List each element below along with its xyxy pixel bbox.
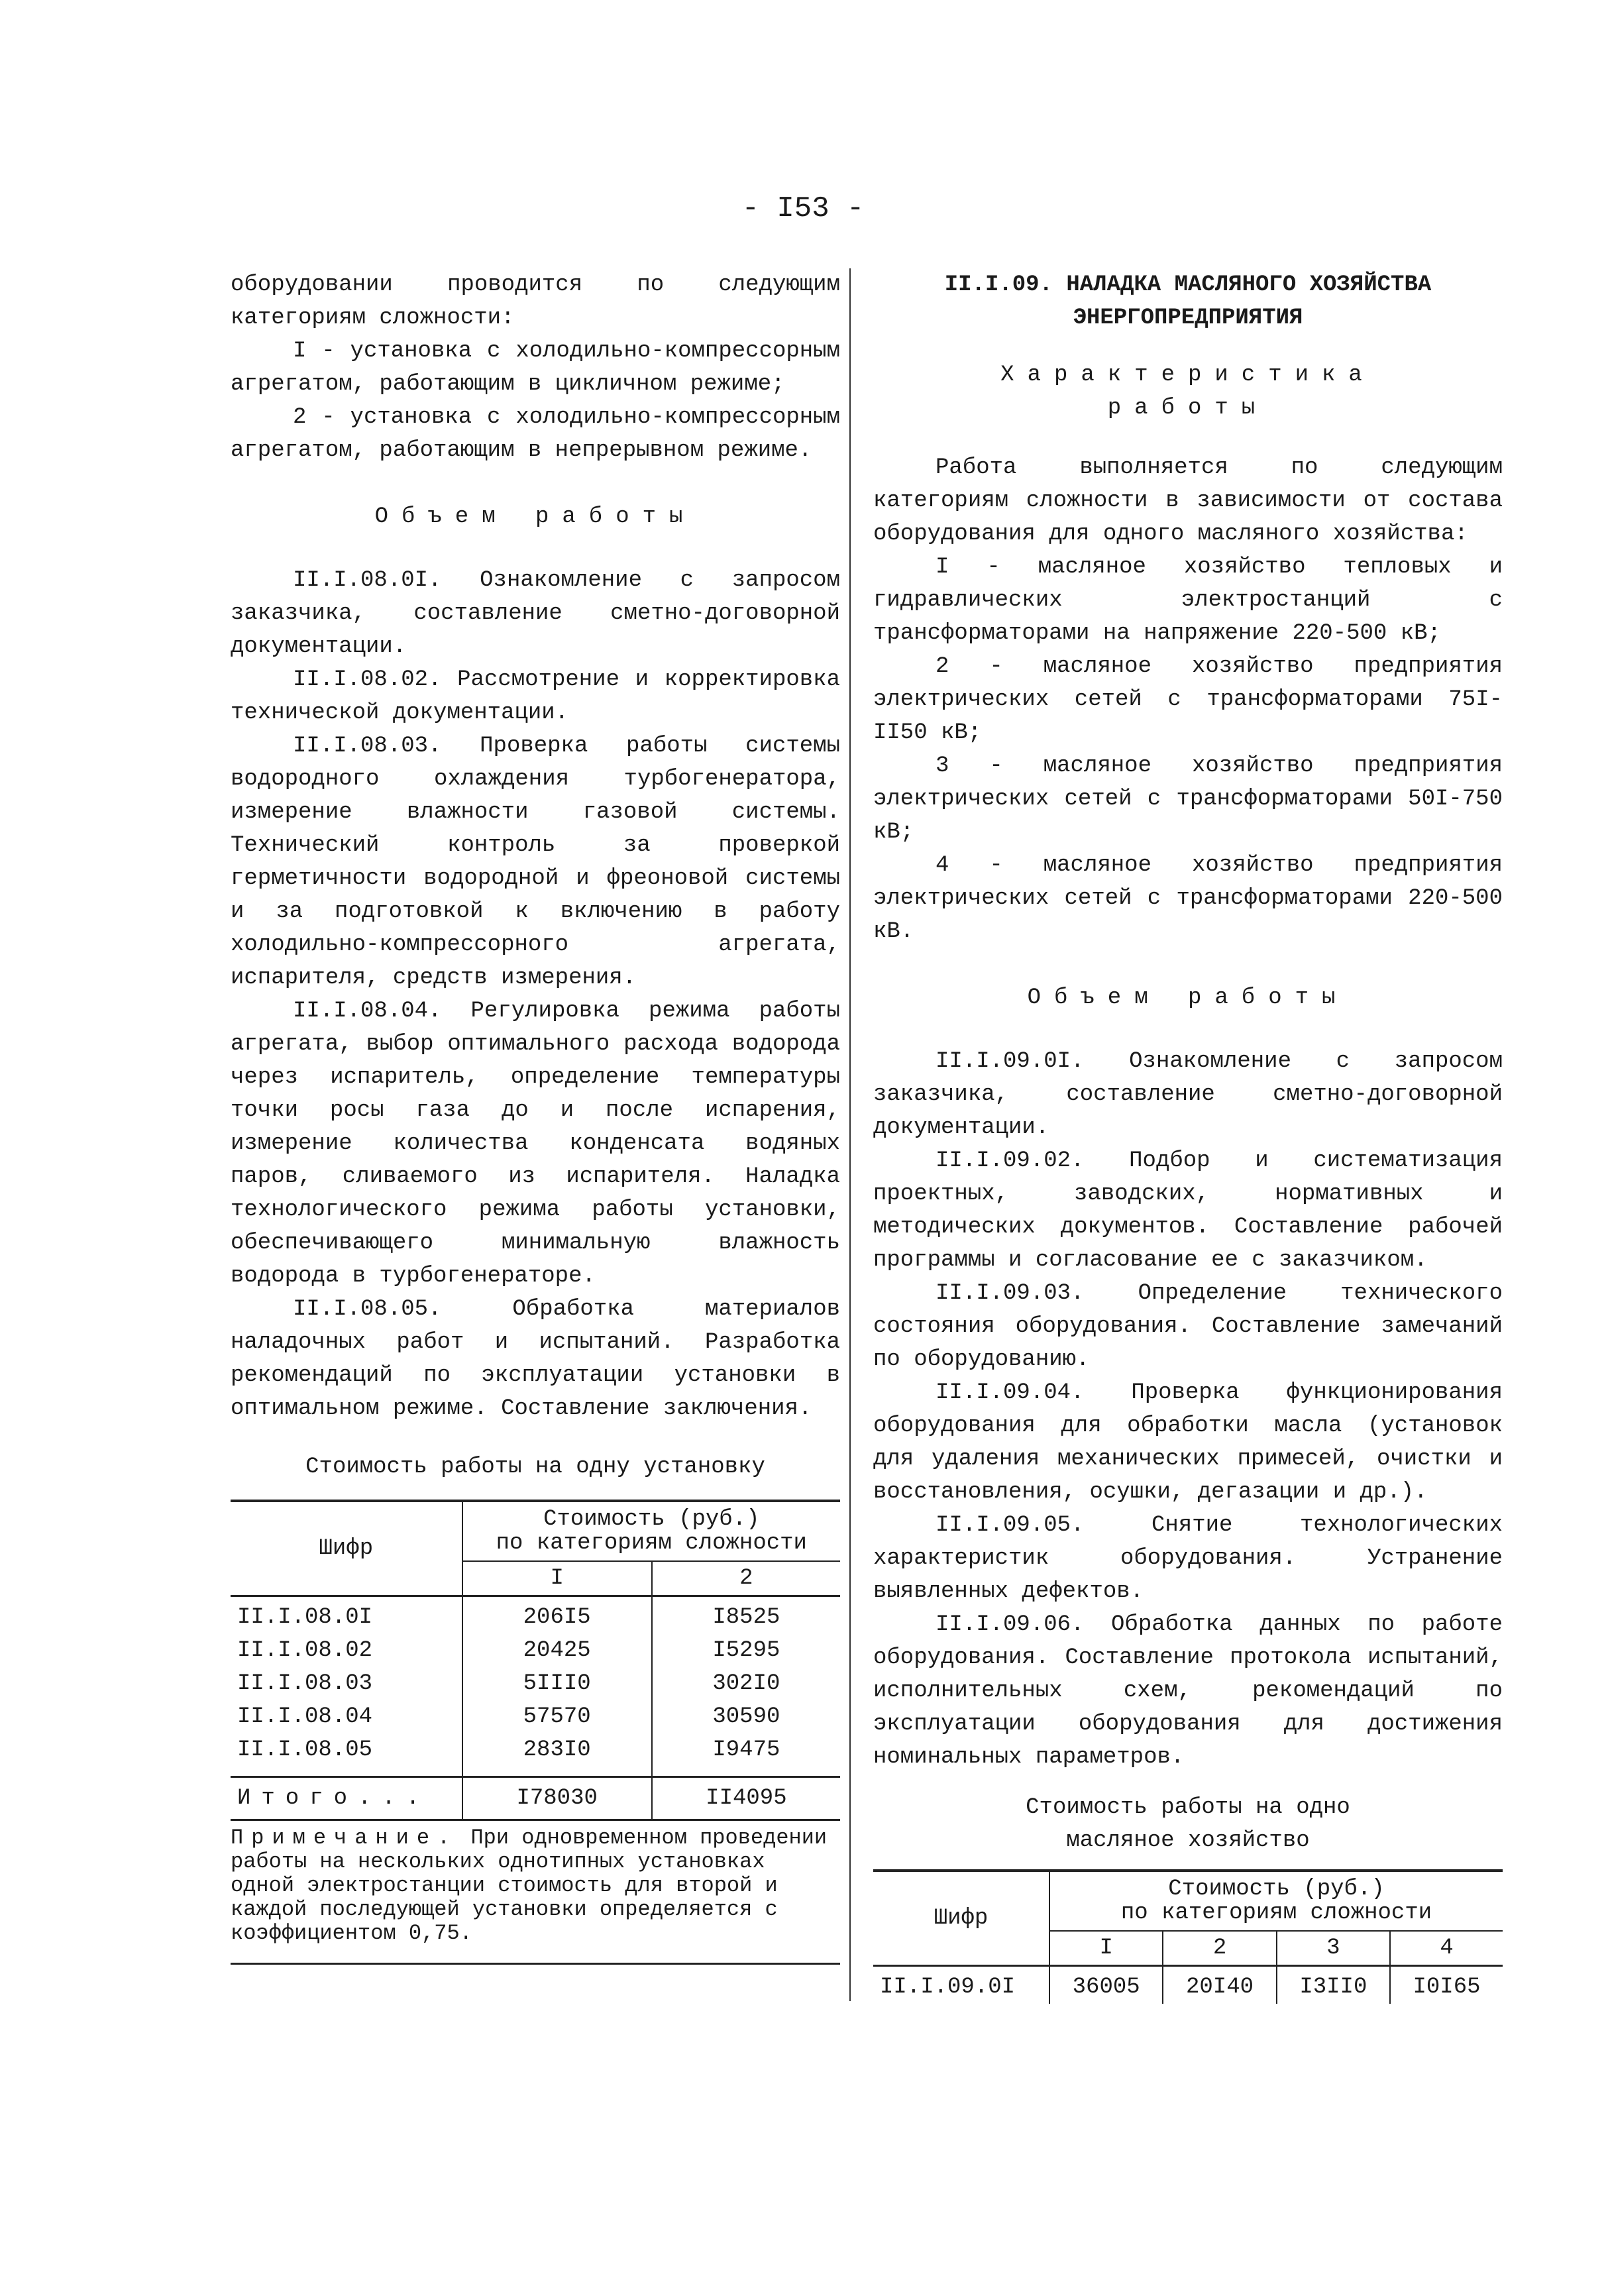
section-title [873,268,1503,335]
table-row [231,1596,840,1635]
cost-table [873,1869,1503,2004]
category-item: I - установка с холодильно-компрессорным агрегатом, работающим в цикличном режиме; [231,339,840,397]
row-value: 5III0 [462,1667,652,1700]
row-value: 30590 [652,1700,840,1733]
work-item: II.I.09.02. Подбор и систематизация проектных, заводских, нормативных и методических документов. Составление рабочей программы и согласование ее с заказчиком. [873,1148,1503,1273]
row-value: 206I5 [462,1596,652,1635]
work-item: II.I.08.02. Рассмотрение и корректировка технической документации. [231,667,840,726]
cat-header: 4 [1390,1931,1503,1966]
note-lead: Примечание. [231,1826,458,1850]
intro-paragraph: оборудовании проводится по следующим категориям сложности: [231,272,840,331]
col-header-cost-line2: по категориям сложности [496,1531,807,1556]
work-item: II.I.09.0I. Ознакомление с запросом заказчика, составление сметно-договорной документации. [873,1049,1503,1140]
row-code: II.I.08.04 [237,1704,373,1729]
category-item: I - масляное хозяйство тепловых и гидравлических электростанций с трансформаторами на напряжение 220-500 кВ; [873,555,1503,646]
total-value: I78030 [462,1777,652,1820]
row-code: II.I.08.0I [237,1605,373,1630]
row-value: I8525 [652,1596,840,1635]
row-value: 20I40 [1163,1966,1276,2004]
work-item: II.I.09.03. Определение технического состояния оборудования. Составление замечаний по оборудованию. [873,1281,1503,1372]
row-value: 36005 [1049,1966,1163,2004]
work-item: II.I.09.05. Снятие технологических характеристик оборудования. Устранение выявленных дефектов. [873,1513,1503,1604]
column-divider [849,268,851,2001]
work-item: II.I.09.06. Обработка данных по работе оборудования. Составление протокола испытаний, исполнительных схем, рекомендаций по эксплуатации оборудования для достижения номинальных параметров. [873,1612,1503,1770]
characteristics-intro: Работа выполняется по следующим категориям сложности в зависимости от состава оборудования для одного масляного хозяйства: [873,455,1503,547]
total-label: Итого... [237,1786,431,1811]
row-value: I5295 [652,1634,840,1667]
col-header-code: Шифр [934,1906,989,1931]
characteristics-heading-line1: Характеристика [1000,362,1375,388]
row-code: II.I.08.03 [237,1671,373,1696]
left-column [231,268,840,1965]
col-header-cost [462,1501,840,1561]
row-code: II.I.09.0I [880,1975,1016,2000]
col-header-code: Шифр [319,1536,374,1561]
scope-heading: Объем работы [374,504,696,529]
cost-table [231,1500,840,1821]
scope-heading: Объем работы [1027,985,1349,1011]
table-row [231,1634,840,1667]
work-item: II.I.08.03. Проверка работы системы водородного охлаждения турбогенератора, измерение влажности газовой системы. Технический контроль за проверкой герметичности водородной и фреоновой системы и за подготовкой к включению в работу холодильно-компрессорного агрегата, испарителя, средств измерения. [231,734,840,991]
col-header-cost-line2: по категориям сложности [1120,1900,1432,1926]
section-title-line2: ЭНЕРГОПРЕДПРИЯТИЯ [1073,305,1303,331]
row-value: 283I0 [462,1733,652,1777]
table-row [231,1700,840,1733]
work-item: II.I.08.0I. Ознакомление с запросом заказчика, составление сметно-договорной документации. [231,568,840,659]
row-code: II.I.08.05 [237,1737,373,1763]
table-caption-line1: Стоимость работы на одно [1026,1795,1350,1820]
work-item: II.I.09.04. Проверка функционирования оборудования для обработки масла (установок для удаления механических примесей, очистки и восстановления, осушки, дегазации и др.). [873,1380,1503,1505]
row-value: 20425 [462,1634,652,1667]
row-value: I3II0 [1277,1966,1390,2004]
note-text: При одновременном проведении работы на нескольких однотипных установках одной электростанции стоимость для второй и каждой последующей установки определяется с коэффициентом 0,75. [231,1826,828,1945]
bottom-rule [231,1963,840,1965]
table-row [873,1966,1503,2004]
category-item: 2 - масляное хозяйство предприятия электрических сетей с трансформаторами 75I-II50 кВ; [873,654,1503,745]
characteristics-heading-line2: работы [1107,396,1269,421]
work-item: II.I.08.05. Обработка материалов наладочных работ и испытаний. Разработка рекомендаций по эксплуатации установки в оптимальном режиме. Составление заключения. [231,1297,840,1421]
col-header-cost [1049,1871,1503,1931]
category-item: 4 - масляное хозяйство предприятия электрических сетей с трансформаторами 220-500 кВ. [873,853,1503,944]
work-item: II.I.08.04. Регулировка режима работы агрегата, выбор оптимального расхода водорода через испаритель, определение температуры точки росы газа до и после испарения, измерение количества конденсата водяных паров, сливаемого из испарителя. Наладка технологического режима работы установки, обеспечивающего минимальную влажность водорода в турбогенераторе. [231,999,840,1289]
section-title-line1: II.I.09. НАЛАДКА МАСЛЯНОГО ХОЗЯЙСТВА [944,272,1432,298]
col-header-cost-line1: Стоимость (руб.) [1168,1877,1385,1902]
table-row [231,1667,840,1700]
cat-header: I [1049,1931,1163,1966]
cat-header: 2 [1163,1931,1276,1966]
total-value: II4095 [652,1777,840,1820]
total-row [231,1777,840,1820]
table-note [231,1826,840,1945]
row-value: I0I65 [1390,1966,1503,2004]
table-caption [873,1791,1503,1857]
category-item: 3 - масляное хозяйство предприятия электрических сетей с трансформаторами 50I-750 кВ; [873,753,1503,845]
table-caption-line2: масляное хозяйство [1066,1828,1310,1853]
category-item: 2 - установка с холодильно-компрессорным агрегатом, работающим в непрерывном режиме. [231,405,840,463]
right-column [873,268,1503,2004]
cat-header: 2 [652,1561,840,1596]
row-code: II.I.08.02 [237,1638,373,1663]
table-caption: Стоимость работы на одну установку [305,1454,765,1480]
col-header-cost-line1: Стоимость (руб.) [543,1507,760,1532]
cat-header: 3 [1277,1931,1390,1966]
row-value: 302I0 [652,1667,840,1700]
row-value: I9475 [652,1733,840,1777]
page-number: - I53 - [741,192,865,225]
table-row [231,1733,840,1777]
characteristics-heading [873,358,1503,425]
cat-header: I [462,1561,652,1596]
row-value: 57570 [462,1700,652,1733]
